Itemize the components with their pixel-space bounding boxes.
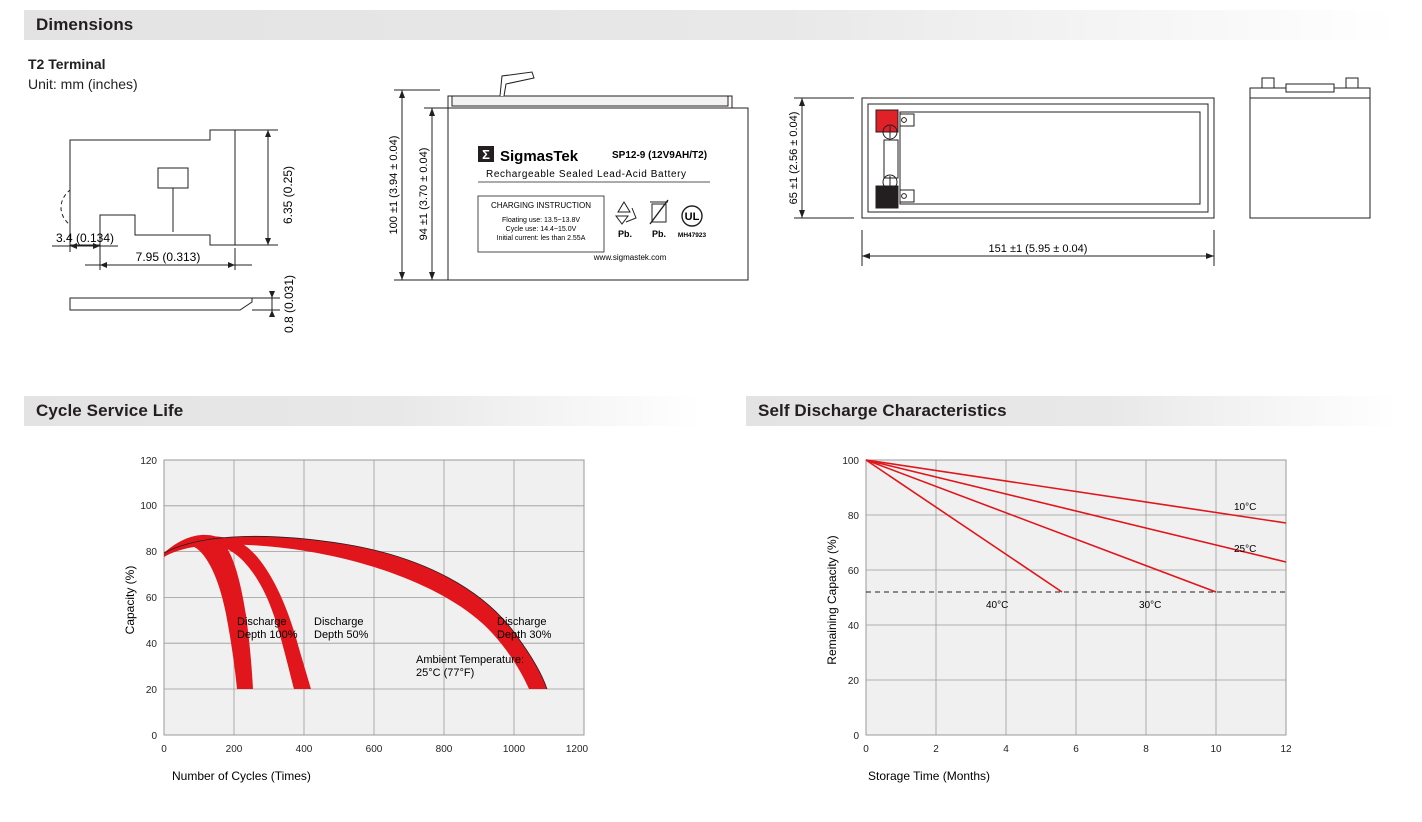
section-header-cycle-service-life — [24, 396, 700, 426]
x-axis-label-self: Storage Time (Months) — [868, 769, 991, 783]
dim-case-height: 94 ±1 (3.70 ± 0.04) — [418, 147, 430, 241]
negative-terminal — [876, 186, 898, 208]
sd-y-tick-20: 20 — [847, 676, 859, 687]
label-25c: 25°C — [1234, 544, 1257, 555]
battery-side-view — [1230, 70, 1390, 310]
sd-x-tick-6: 6 — [1073, 744, 1079, 755]
charging-title: CHARGING INSTRUCTION — [491, 201, 591, 210]
label-website: www.sigmastek.com — [593, 253, 667, 262]
dim-terminal-height: 6.35 (0.25) — [281, 165, 295, 225]
y-tick-20: 20 — [145, 685, 157, 696]
model-number: SP12-9 (12V9AH/T2) — [612, 150, 708, 161]
annotation-ambient-line1: Ambient Temperature: — [416, 654, 525, 666]
charging-line-1: Floating use: 13.5~13.8V — [501, 217, 581, 224]
annotation-ambient-line2: 25°C (77°F) — [416, 667, 475, 679]
sd-y-tick-60: 60 — [847, 566, 859, 577]
y-tick-120: 120 — [140, 456, 157, 467]
svg-text:Σ: Σ — [482, 147, 490, 162]
battery-top-view — [780, 70, 1220, 310]
x-tick-0: 0 — [161, 744, 167, 755]
section-header-self-discharge — [746, 396, 1398, 426]
x-axis-label-cycle: Number of Cycles (Times) — [172, 769, 311, 783]
battery-front-view — [380, 70, 780, 310]
x-tick-200: 200 — [225, 744, 243, 755]
charging-line-2: Cycle use: 14.4~15.0V — [505, 226, 577, 233]
sd-x-tick-8: 8 — [1143, 744, 1149, 755]
unit-label: Unit: mm (inches) — [28, 76, 138, 92]
dim-depth: 65 ±1 (2.56 ± 0.04) — [788, 111, 800, 205]
sd-x-tick-2: 2 — [933, 744, 939, 755]
sd-y-tick-0: 0 — [853, 731, 859, 742]
sd-x-tick-4: 4 — [1003, 744, 1009, 755]
y-tick-80: 80 — [145, 547, 157, 558]
label-30c: 30°C — [1139, 600, 1162, 611]
svg-text:UL: UL — [684, 211, 700, 223]
label-10c: 10°C — [1234, 502, 1257, 513]
section-title-cycle-service-life: Cycle Service Life — [36, 401, 184, 420]
dim-total-height: 100 ±1 (3.94 ± 0.04) — [388, 135, 400, 235]
y-axis-label-cycle: Capacity (%) — [123, 565, 137, 635]
recycle-label: Pb. — [617, 229, 633, 239]
terminal-drawing — [40, 120, 310, 350]
y-tick-100: 100 — [140, 501, 157, 512]
t2-terminal-label: T2 Terminal — [28, 56, 106, 72]
charging-line-3: Initial current: les than 2.55A — [496, 235, 586, 242]
cycle-service-life-chart — [24, 440, 704, 790]
annotation-dd100-line2: Depth 100% — [237, 629, 298, 641]
x-tick-600: 600 — [365, 744, 383, 755]
dim-terminal-width: 7.95 (0.313) — [135, 250, 201, 264]
annotation-dd30-line1: Discharge — [497, 616, 547, 628]
dim-length: 151 ±1 (5.95 ± 0.04) — [988, 243, 1088, 255]
annotation-dd30-line2: Depth 30% — [497, 629, 552, 641]
sd-x-tick-0: 0 — [863, 744, 869, 755]
annotation-dd100-line1: Discharge — [237, 616, 287, 628]
dim-terminal-thickness: 0.8 (0.031) — [282, 274, 296, 334]
x-tick-400: 400 — [295, 744, 313, 755]
brand-name: SigmasTek — [500, 148, 579, 165]
y-tick-40: 40 — [145, 639, 157, 650]
annotation-dd50-line1: Discharge — [314, 616, 364, 628]
x-tick-800: 800 — [435, 744, 453, 755]
trash-label: Pb. — [651, 229, 667, 239]
sd-y-tick-80: 80 — [847, 511, 859, 522]
sd-y-tick-40: 40 — [847, 621, 859, 632]
dim-terminal-offset: 3.4 (0.134) — [55, 231, 115, 245]
sd-y-tick-100: 100 — [842, 456, 859, 467]
self-discharge-chart — [746, 440, 1406, 790]
y-tick-0: 0 — [151, 731, 157, 742]
annotation-dd50-line2: Depth 50% — [314, 629, 369, 641]
ul-file-number: MH47923 — [677, 232, 707, 239]
section-header-dimensions — [24, 10, 1398, 40]
label-40c: 40°C — [986, 600, 1009, 611]
label-subtitle: Rechargeable Sealed Lead-Acid Battery — [486, 169, 687, 180]
x-tick-1000: 1000 — [502, 744, 526, 755]
y-axis-label-self: Remaining Capacity (%) — [825, 535, 839, 665]
sd-x-tick-10: 10 — [1210, 744, 1222, 755]
y-tick-60: 60 — [145, 593, 157, 604]
x-tick-1200: 1200 — [565, 744, 589, 755]
sd-x-tick-12: 12 — [1280, 744, 1292, 755]
section-title-dimensions: Dimensions — [36, 15, 134, 34]
section-title-self-discharge: Self Discharge Characteristics — [758, 401, 1007, 420]
positive-terminal — [876, 110, 898, 132]
